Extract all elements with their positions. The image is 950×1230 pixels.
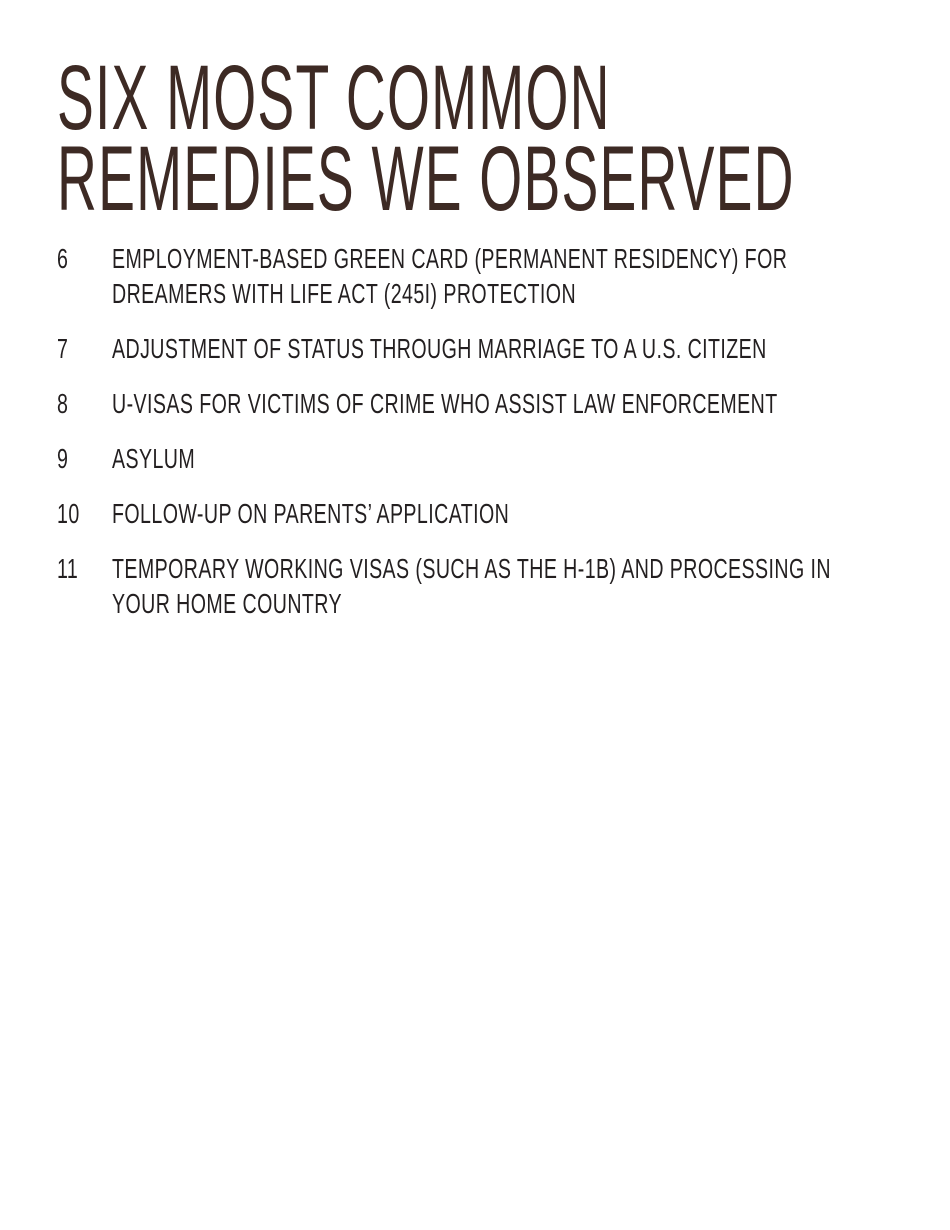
item-number: 9: [57, 443, 69, 474]
item-text: TEMPORARY WORKING VISAS (SUCH AS THE H-1B) AND PROCESSING IN: [112, 553, 831, 584]
item-text: DREAMERS WITH LIFE ACT (245I) PROTECTION: [112, 278, 577, 309]
item-text: ASYLUM: [112, 443, 196, 474]
item-number: 11: [57, 553, 79, 584]
item-text: ADJUSTMENT OF STATUS THROUGH MARRIAGE TO A U.S. CITIZEN: [112, 333, 767, 364]
item-text: FOLLOW-UP ON PARENTS’ APPLICATION: [112, 498, 510, 529]
item-text: YOUR HOME COUNTRY: [112, 588, 343, 619]
title-line: SIX MOST COMMON: [57, 47, 611, 149]
item-number: 6: [57, 243, 69, 274]
item-number: 10: [57, 498, 80, 529]
item-number: 8: [57, 388, 69, 419]
title-line: REMEDIES WE OBSERVED: [57, 128, 795, 230]
item-text: EMPLOYMENT-BASED GREEN CARD (PERMANENT RESIDENCY) FOR: [112, 243, 788, 274]
item-text: U-VISAS FOR VICTIMS OF CRIME WHO ASSIST LAW ENFORCEMENT: [112, 388, 778, 419]
item-number: 7: [57, 333, 69, 364]
